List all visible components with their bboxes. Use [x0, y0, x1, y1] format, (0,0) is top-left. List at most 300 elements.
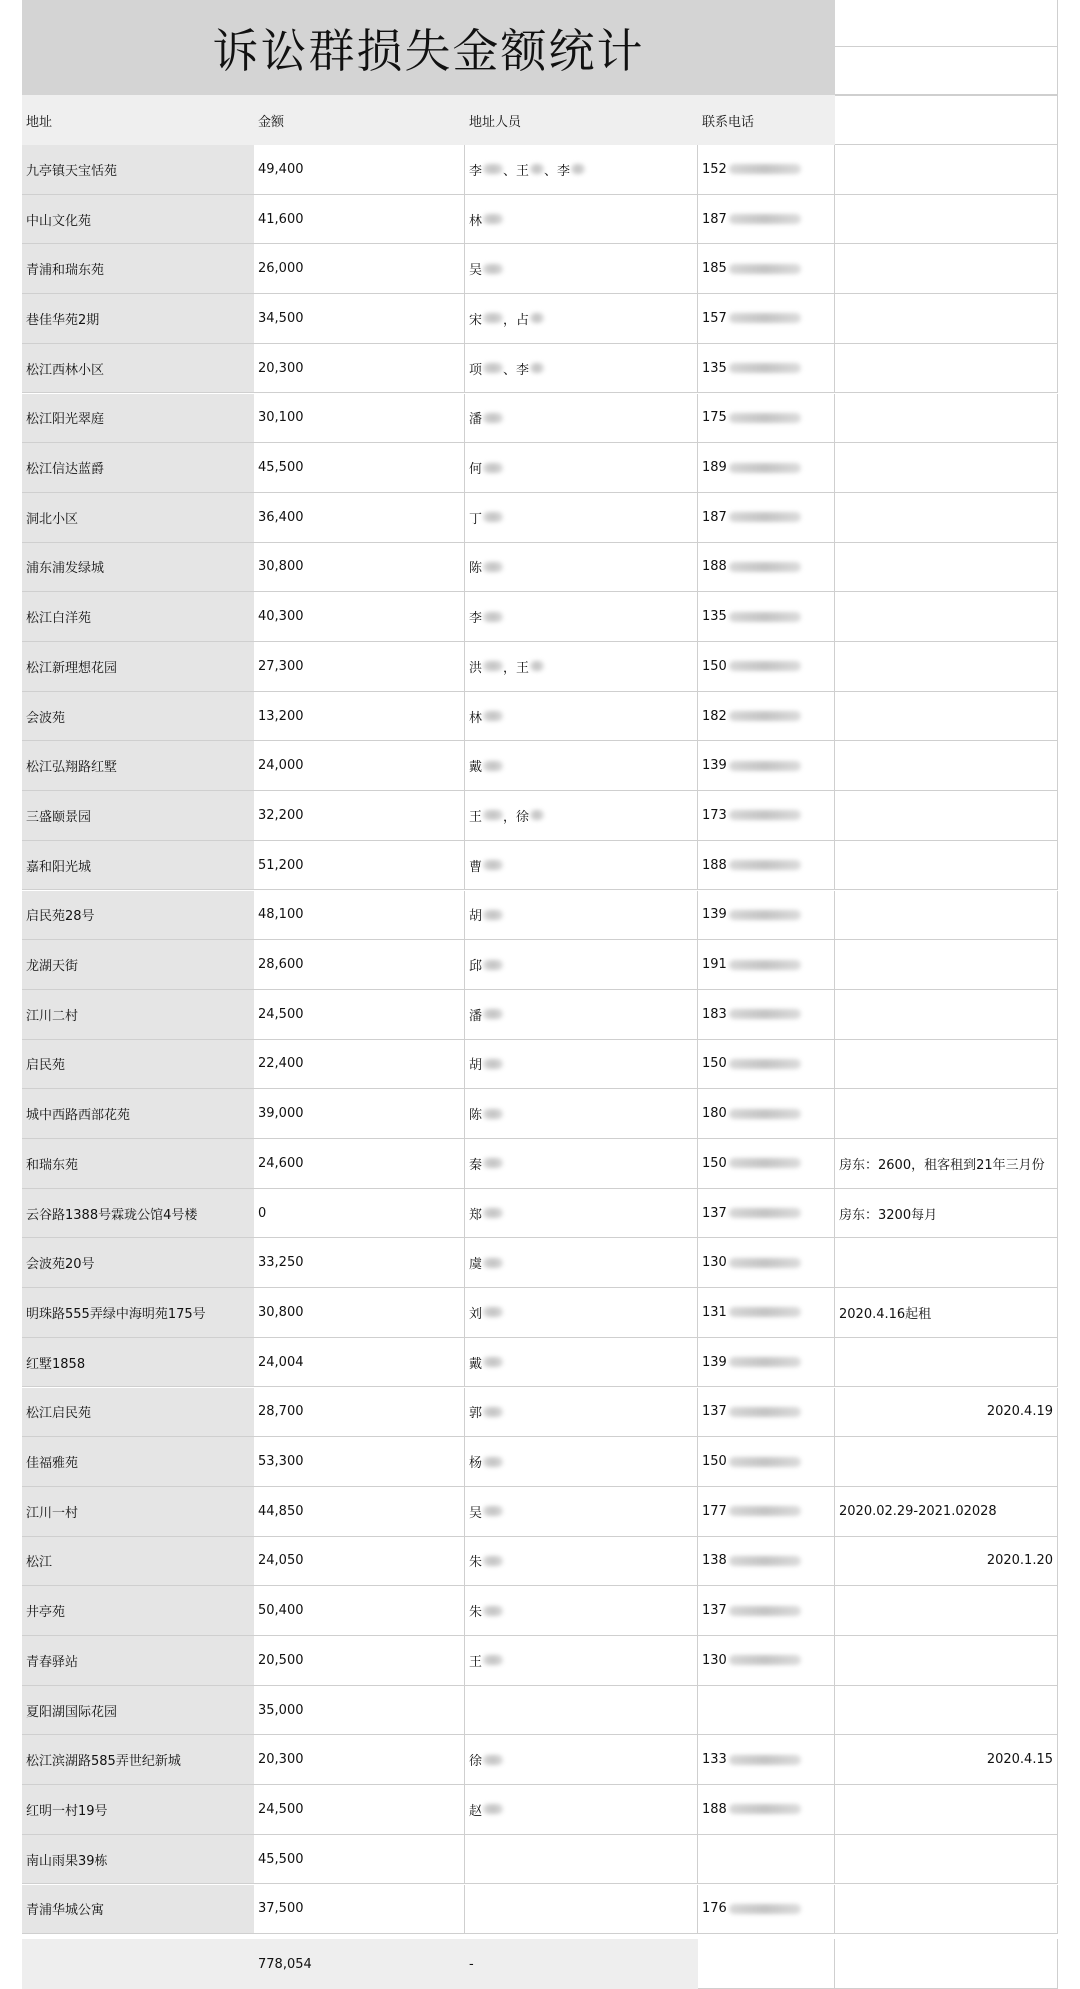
- persons-cell[interactable]: [465, 841, 698, 891]
- amount-cell[interactable]: 44,850: [254, 1487, 465, 1537]
- persons-cell[interactable]: [465, 443, 698, 493]
- amount-cell[interactable]: 20,300: [254, 1735, 465, 1785]
- person-names: [469, 955, 503, 974]
- amount-cell[interactable]: 26,000: [254, 244, 465, 294]
- redacted-phone: [729, 1407, 801, 1417]
- redacted-name: [483, 1755, 503, 1765]
- phone-prefix: 183: [702, 1006, 727, 1022]
- table-row: [22, 1835, 1058, 1885]
- address-cell[interactable]: 城中西路西部花苑: [22, 1089, 254, 1139]
- amount-cell[interactable]: 37,500: [254, 1885, 465, 1935]
- note-cell[interactable]: 2020.4.15: [835, 1735, 1058, 1785]
- persons-cell[interactable]: [465, 1238, 698, 1288]
- note-cell[interactable]: [835, 294, 1058, 344]
- redacted-name: [483, 164, 503, 174]
- table-row: [22, 1885, 1058, 1935]
- address-cell[interactable]: 井亭苑: [22, 1586, 254, 1636]
- phone-cell[interactable]: [698, 394, 835, 444]
- amount-cell[interactable]: 48,100: [254, 891, 465, 941]
- persons-cell[interactable]: [465, 1537, 698, 1587]
- persons-cell[interactable]: [465, 1785, 698, 1835]
- phone-prefix: 135: [702, 609, 727, 625]
- phone-cell[interactable]: [698, 1040, 835, 1090]
- persons-cell[interactable]: [465, 592, 698, 642]
- person-names: [469, 160, 585, 179]
- address-cell[interactable]: 和瑞东苑: [22, 1139, 254, 1189]
- person-names: [469, 359, 544, 378]
- person-name-visible: 林: [469, 213, 483, 229]
- phone-cell[interactable]: [698, 990, 835, 1040]
- table-row: [22, 940, 1058, 990]
- address-cell[interactable]: 松江弘翔路红墅: [22, 741, 254, 791]
- person-name-visible: 陈: [469, 1108, 483, 1124]
- redacted-name: [483, 1506, 503, 1516]
- redacted-phone: [729, 1009, 801, 1019]
- note-cell[interactable]: [835, 741, 1058, 791]
- phone-cell[interactable]: [698, 1388, 835, 1438]
- phone-cell[interactable]: [698, 1238, 835, 1288]
- note-cell[interactable]: [835, 791, 1058, 841]
- table-row: [22, 1636, 1058, 1686]
- phone-number: [702, 1007, 801, 1022]
- person-names: [469, 1502, 503, 1521]
- person-name-visible: 宋: [469, 312, 483, 328]
- phone-prefix: 188: [702, 559, 727, 575]
- amount-cell[interactable]: 0: [254, 1189, 465, 1239]
- redacted-name: [483, 661, 503, 671]
- persons-cell[interactable]: [465, 1089, 698, 1139]
- header-note[interactable]: [835, 95, 1058, 145]
- note-cell[interactable]: [835, 1089, 1058, 1139]
- phone-cell[interactable]: [698, 1586, 835, 1636]
- phone-prefix: 150: [702, 658, 727, 674]
- phone-cell[interactable]: [698, 741, 835, 791]
- amount-cell[interactable]: 24,050: [254, 1537, 465, 1587]
- phone-cell[interactable]: [698, 592, 835, 642]
- table-row: [22, 1040, 1058, 1090]
- phone-cell[interactable]: [698, 145, 835, 195]
- note-cell[interactable]: 2020.02.29-2021.02028: [835, 1487, 1058, 1537]
- person-name-visible: 李: [469, 163, 483, 179]
- redacted-name: [483, 512, 503, 522]
- amount-cell[interactable]: 30,800: [254, 543, 465, 593]
- address-cell[interactable]: 红明一村19号: [22, 1785, 254, 1835]
- note-cell[interactable]: [835, 1238, 1058, 1288]
- header-persons[interactable]: 地址人员: [465, 95, 698, 145]
- address-cell[interactable]: 青春驿站: [22, 1636, 254, 1686]
- persons-cell[interactable]: [465, 1338, 698, 1388]
- phone-cell[interactable]: [698, 1189, 835, 1239]
- persons-cell[interactable]: [465, 1586, 698, 1636]
- phone-cell[interactable]: [698, 493, 835, 543]
- amount-cell[interactable]: 27,300: [254, 642, 465, 692]
- note-cell[interactable]: [835, 1338, 1058, 1388]
- phone-prefix: 130: [702, 1652, 727, 1668]
- address-cell[interactable]: 龙湖天街: [22, 940, 254, 990]
- person-names: [469, 1402, 503, 1421]
- note-cell[interactable]: [835, 642, 1058, 692]
- phone-number: [702, 1355, 801, 1370]
- redacted-phone: [729, 761, 801, 771]
- note-cell[interactable]: [835, 1686, 1058, 1736]
- note-cell[interactable]: 2020.1.20: [835, 1537, 1058, 1587]
- address-cell[interactable]: 南山雨果39栋: [22, 1835, 254, 1885]
- phone-cell[interactable]: [698, 1686, 835, 1736]
- phone-cell[interactable]: [698, 1835, 835, 1885]
- persons-cell[interactable]: [465, 692, 698, 742]
- phone-cell[interactable]: [698, 940, 835, 990]
- address-cell[interactable]: 三盛颐景园: [22, 791, 254, 841]
- person-names: [469, 1800, 503, 1819]
- address-cell[interactable]: 中山文化苑: [22, 195, 254, 245]
- address-cell[interactable]: 松江西林小区: [22, 344, 254, 394]
- phone-number: [702, 1752, 801, 1767]
- note-cell[interactable]: 房东：3200每月: [835, 1189, 1058, 1239]
- persons-cell[interactable]: [465, 1686, 698, 1736]
- note-cell[interactable]: [835, 543, 1058, 593]
- table-row: [22, 841, 1058, 891]
- address-cell[interactable]: 松江启民苑: [22, 1388, 254, 1438]
- header-amount[interactable]: 金额: [254, 95, 465, 145]
- redacted-name: [483, 1258, 503, 1268]
- amount-cell[interactable]: 51,200: [254, 841, 465, 891]
- note-cell[interactable]: [835, 1437, 1058, 1487]
- amount-cell[interactable]: 24,000: [254, 741, 465, 791]
- redacted-name: [530, 164, 544, 174]
- person-names: [469, 756, 503, 775]
- phone-cell[interactable]: [698, 1636, 835, 1686]
- phone-prefix: 139: [702, 758, 727, 774]
- note-cell[interactable]: 房东：2600，租客租到21年三月份: [835, 1139, 1058, 1189]
- address-cell[interactable]: 红墅1858: [22, 1338, 254, 1388]
- persons-cell[interactable]: [465, 1040, 698, 1090]
- person-name-visible: 朱: [469, 1555, 483, 1571]
- note-cell[interactable]: [835, 1885, 1058, 1935]
- empty-cell[interactable]: [835, 0, 1058, 47]
- total-label-cell[interactable]: [22, 1939, 254, 1989]
- amount-cell[interactable]: 24,004: [254, 1338, 465, 1388]
- phone-cell[interactable]: [698, 195, 835, 245]
- phone-prefix: 157: [702, 310, 727, 326]
- note-cell[interactable]: 2020.4.16起租: [835, 1288, 1058, 1338]
- address-cell[interactable]: 青浦和瑞东苑: [22, 244, 254, 294]
- phone-cell[interactable]: [698, 1735, 835, 1785]
- phone-number: [702, 1901, 801, 1916]
- note-cell[interactable]: [835, 692, 1058, 742]
- redacted-phone: [729, 1804, 801, 1814]
- phone-cell[interactable]: [698, 244, 835, 294]
- phone-cell[interactable]: [698, 1537, 835, 1587]
- redacted-name: [483, 1357, 503, 1367]
- redacted-name: [483, 960, 503, 970]
- phone-number: [702, 1504, 801, 1519]
- amount-cell[interactable]: 45,500: [254, 443, 465, 493]
- address-cell[interactable]: 佳福雅苑: [22, 1437, 254, 1487]
- persons-cell[interactable]: [465, 1288, 698, 1338]
- amount-cell[interactable]: 13,200: [254, 692, 465, 742]
- amount-cell[interactable]: 49,400: [254, 145, 465, 195]
- person-name-visible: 陈: [469, 561, 483, 577]
- amount-cell[interactable]: 28,600: [254, 940, 465, 990]
- person-names: [469, 1452, 503, 1471]
- persons-cell[interactable]: [465, 394, 698, 444]
- address-cell[interactable]: 巷佳华苑2期: [22, 294, 254, 344]
- persons-cell[interactable]: [465, 1487, 698, 1537]
- table-row: [22, 493, 1058, 543]
- phone-number: [702, 609, 801, 624]
- table-row: [22, 244, 1058, 294]
- person-name-visible: 戴: [469, 1356, 483, 1372]
- phone-cell[interactable]: [698, 543, 835, 593]
- redacted-phone: [729, 1258, 801, 1268]
- address-cell[interactable]: 嘉和阳光城: [22, 841, 254, 891]
- amount-cell[interactable]: 24,500: [254, 1785, 465, 1835]
- person-names: [469, 806, 544, 825]
- address-cell[interactable]: 启民苑28号: [22, 891, 254, 941]
- phone-number: [702, 162, 801, 177]
- phone-number: [702, 261, 801, 276]
- address-cell[interactable]: 洞北小区: [22, 493, 254, 543]
- person-name-visible: 秦: [469, 1157, 483, 1173]
- amount-cell[interactable]: 30,100: [254, 394, 465, 444]
- amount-cell[interactable]: 32,200: [254, 791, 465, 841]
- persons-cell[interactable]: [465, 543, 698, 593]
- address-cell[interactable]: 九亭镇天宝恬苑: [22, 145, 254, 195]
- persons-cell[interactable]: [465, 1437, 698, 1487]
- redacted-name: [483, 711, 503, 721]
- person-name-visible: 潘: [469, 1008, 483, 1024]
- amount-cell[interactable]: 45,500: [254, 1835, 465, 1885]
- person-names: [469, 905, 503, 924]
- person-names: [469, 607, 503, 626]
- amount-cell[interactable]: 50,400: [254, 1586, 465, 1636]
- persons-cell[interactable]: [465, 195, 698, 245]
- persons-cell[interactable]: [465, 244, 698, 294]
- redacted-name: [483, 1407, 503, 1417]
- note-cell[interactable]: [835, 990, 1058, 1040]
- phone-prefix: 137: [702, 1205, 727, 1221]
- amount-cell[interactable]: 39,000: [254, 1089, 465, 1139]
- redacted-name: [483, 1655, 503, 1665]
- phone-cell[interactable]: [698, 344, 835, 394]
- total-note-cell[interactable]: [835, 1939, 1058, 1989]
- phone-cell[interactable]: [698, 841, 835, 891]
- note-cell[interactable]: [835, 145, 1058, 195]
- person-name-visible: ，徐: [503, 809, 530, 825]
- note-cell[interactable]: [835, 443, 1058, 493]
- redacted-phone: [729, 1158, 801, 1168]
- phone-number: [702, 808, 801, 823]
- address-cell[interactable]: 江川二村: [22, 990, 254, 1040]
- address-cell[interactable]: 明珠路555弄绿中海明苑175号: [22, 1288, 254, 1338]
- phone-cell[interactable]: [698, 1785, 835, 1835]
- person-name-visible: 邱: [469, 959, 483, 975]
- amount-cell[interactable]: 40,300: [254, 592, 465, 642]
- phone-prefix: 187: [702, 509, 727, 525]
- person-names: [469, 1601, 503, 1620]
- phone-number: [702, 957, 801, 972]
- phone-cell[interactable]: [698, 1487, 835, 1537]
- note-cell[interactable]: [835, 1785, 1058, 1835]
- note-cell[interactable]: [835, 891, 1058, 941]
- table-row: [22, 1586, 1058, 1636]
- persons-cell[interactable]: [465, 1885, 698, 1935]
- person-name-visible: 吴: [469, 263, 483, 279]
- table-row: [22, 1139, 1058, 1189]
- redacted-name: [530, 661, 544, 671]
- note-cell[interactable]: [835, 344, 1058, 394]
- persons-cell[interactable]: [465, 1189, 698, 1239]
- address-cell[interactable]: 云谷路1388号霖珑公馆4号楼: [22, 1189, 254, 1239]
- address-cell[interactable]: 会波苑: [22, 692, 254, 742]
- title-cell[interactable]: [22, 0, 835, 95]
- address-cell[interactable]: 松江阳光翠庭: [22, 394, 254, 444]
- persons-cell[interactable]: [465, 1388, 698, 1438]
- phone-cell[interactable]: [698, 642, 835, 692]
- address-cell[interactable]: 江川一村: [22, 1487, 254, 1537]
- amount-cell[interactable]: 53,300: [254, 1437, 465, 1487]
- phone-cell[interactable]: [698, 1338, 835, 1388]
- amount-cell[interactable]: 35,000: [254, 1686, 465, 1736]
- address-cell[interactable]: 松江信达蓝爵: [22, 443, 254, 493]
- redacted-phone: [729, 1506, 801, 1516]
- persons-cell[interactable]: [465, 1735, 698, 1785]
- redacted-phone: [729, 1357, 801, 1367]
- amount-cell[interactable]: 20,300: [254, 344, 465, 394]
- address-cell[interactable]: 启民苑: [22, 1040, 254, 1090]
- header-address[interactable]: 地址: [22, 95, 254, 145]
- persons-cell[interactable]: [465, 940, 698, 990]
- phone-number: [702, 410, 801, 425]
- person-name-visible: 虞: [469, 1257, 483, 1273]
- amount-cell[interactable]: 22,400: [254, 1040, 465, 1090]
- table-row: [22, 592, 1058, 642]
- phone-prefix: 139: [702, 907, 727, 923]
- note-cell[interactable]: [835, 244, 1058, 294]
- persons-cell[interactable]: [465, 1139, 698, 1189]
- phone-cell[interactable]: [698, 1288, 835, 1338]
- redacted-phone: [729, 1655, 801, 1665]
- amount-cell[interactable]: 34,500: [254, 294, 465, 344]
- note-cell[interactable]: [835, 1835, 1058, 1885]
- note-cell[interactable]: [835, 1040, 1058, 1090]
- redacted-phone: [729, 1457, 801, 1467]
- persons-cell[interactable]: [465, 642, 698, 692]
- redacted-phone: [729, 1109, 801, 1119]
- total-persons[interactable]: -: [465, 1939, 698, 1989]
- person-name-visible: 项: [469, 362, 483, 378]
- person-name-visible: 李: [469, 611, 483, 627]
- note-cell[interactable]: [835, 940, 1058, 990]
- table-row: [22, 394, 1058, 444]
- note-cell[interactable]: [835, 592, 1058, 642]
- phone-cell[interactable]: [698, 1139, 835, 1189]
- note-cell[interactable]: [835, 195, 1058, 245]
- phone-number: [702, 1156, 801, 1171]
- persons-cell[interactable]: [465, 1636, 698, 1686]
- address-cell[interactable]: 松江白洋苑: [22, 592, 254, 642]
- persons-cell[interactable]: [465, 344, 698, 394]
- table-row: [22, 1735, 1058, 1785]
- phone-prefix: 150: [702, 1155, 727, 1171]
- phone-cell[interactable]: [698, 692, 835, 742]
- phone-cell[interactable]: [698, 1885, 835, 1935]
- phone-cell[interactable]: [698, 1437, 835, 1487]
- persons-cell[interactable]: [465, 1835, 698, 1885]
- phone-prefix: 188: [702, 857, 727, 873]
- person-names: [469, 458, 503, 477]
- persons-cell[interactable]: [465, 145, 698, 195]
- address-cell[interactable]: 松江新理想花园: [22, 642, 254, 692]
- total-phone-cell[interactable]: [698, 1939, 835, 1989]
- redacted-name: [483, 264, 503, 274]
- amount-cell[interactable]: 28,700: [254, 1388, 465, 1438]
- note-cell[interactable]: [835, 1636, 1058, 1686]
- persons-cell[interactable]: [465, 891, 698, 941]
- person-name-visible: 胡: [469, 1058, 483, 1074]
- amount-cell[interactable]: 24,600: [254, 1139, 465, 1189]
- amount-cell[interactable]: 20,500: [254, 1636, 465, 1686]
- phone-cell[interactable]: [698, 294, 835, 344]
- note-cell[interactable]: [835, 394, 1058, 444]
- redacted-phone: [729, 1904, 801, 1914]
- table-row: [22, 1487, 1058, 1537]
- amount-cell[interactable]: 33,250: [254, 1238, 465, 1288]
- phone-number: [702, 1802, 801, 1817]
- phone-cell[interactable]: [698, 791, 835, 841]
- person-names: [469, 508, 503, 527]
- address-cell[interactable]: 夏阳湖国际花园: [22, 1686, 254, 1736]
- header-phone[interactable]: 联系电话: [698, 95, 835, 145]
- redacted-phone: [729, 562, 801, 572]
- redacted-phone: [729, 164, 801, 174]
- address-cell[interactable]: 青浦华城公寓: [22, 1885, 254, 1935]
- person-name-visible: 吴: [469, 1505, 483, 1521]
- persons-cell[interactable]: [465, 990, 698, 1040]
- phone-cell[interactable]: [698, 443, 835, 493]
- phone-prefix: 150: [702, 1056, 727, 1072]
- amount-cell[interactable]: 24,500: [254, 990, 465, 1040]
- redacted-name: [483, 810, 503, 820]
- note-cell[interactable]: [835, 493, 1058, 543]
- phone-number: [702, 510, 801, 525]
- person-names: [469, 1651, 503, 1670]
- phone-cell[interactable]: [698, 1089, 835, 1139]
- address-cell[interactable]: 松江滨湖路585弄世纪新城: [22, 1735, 254, 1785]
- phone-cell[interactable]: [698, 891, 835, 941]
- note-cell[interactable]: 2020.4.19: [835, 1388, 1058, 1438]
- persons-cell[interactable]: [465, 493, 698, 543]
- phone-number: [702, 559, 801, 574]
- phone-number: [702, 1603, 801, 1618]
- amount-cell[interactable]: 30,800: [254, 1288, 465, 1338]
- address-cell[interactable]: 松江: [22, 1537, 254, 1587]
- address-cell[interactable]: 会波苑20号: [22, 1238, 254, 1288]
- persons-cell[interactable]: [465, 741, 698, 791]
- persons-cell[interactable]: [465, 791, 698, 841]
- persons-cell[interactable]: [465, 294, 698, 344]
- amount-cell[interactable]: 36,400: [254, 493, 465, 543]
- empty-cell[interactable]: [835, 47, 1058, 95]
- address-cell[interactable]: 浦东浦发绿城: [22, 543, 254, 593]
- total-amount[interactable]: 778,054: [254, 1939, 465, 1989]
- note-cell[interactable]: [835, 1586, 1058, 1636]
- person-name-visible: 徐: [469, 1754, 483, 1770]
- note-cell[interactable]: [835, 841, 1058, 891]
- table-row: [22, 1338, 1058, 1388]
- phone-prefix: 130: [702, 1255, 727, 1271]
- amount-cell[interactable]: 41,600: [254, 195, 465, 245]
